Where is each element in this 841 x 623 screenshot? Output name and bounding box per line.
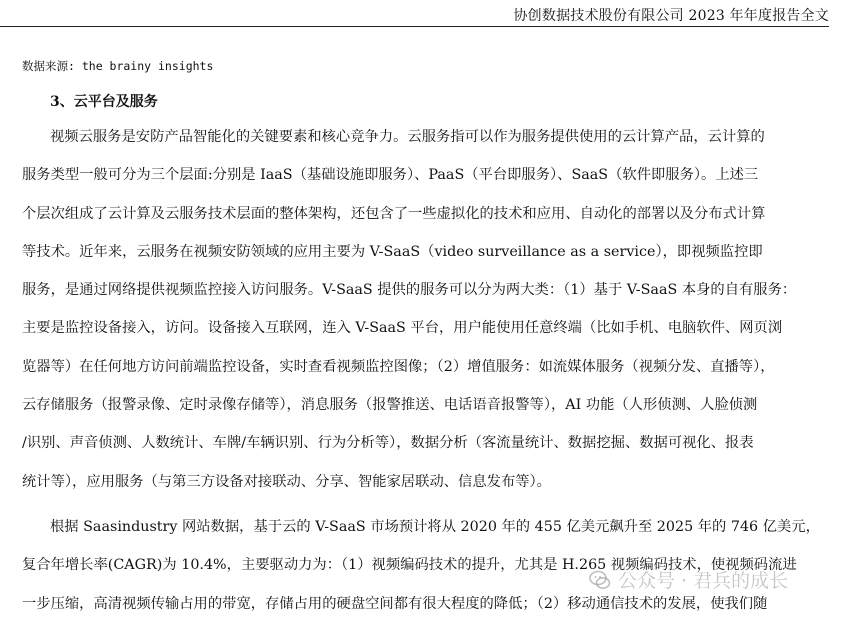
paragraph-line: 统计等），应用服务（与第三方设备对接联动、分享、智能家居联动、信息发布等）。 [22, 473, 551, 490]
data-source-note: 数据来源: the brainy insights [22, 59, 214, 73]
wechat-icon [588, 568, 612, 592]
paragraph-line: 览器等）在任何地方访问前端监控设备，实时查看视频监控图像；（2）增值服务：如流媒体服务（视频分发、直播等）， [22, 358, 775, 375]
paragraph-line: 主要是监控设备接入，访问。设备接入互联网，连入 V-SaaS 平台，用户能使用任意终端（比如手机、电脑软件、网页浏 [22, 320, 783, 337]
report-title: 协创数据技术股份有限公司 2023 年年度报告全文 [513, 8, 829, 24]
paragraph-line: 一步压缩，高清视频传输占用的带宽，存储占用的硬盘空间都有很大程度的降低；（2）移动通信技术的发展，使我们随 [22, 595, 768, 612]
paragraph-line: 服务，是通过网络提供视频监控接入访问服务。V-SaaS 提供的服务可以分为两大类：（1）基于 V-SaaS 本身的自有服务： [22, 282, 797, 299]
page-header [0, 0, 829, 27]
paragraph-line: 等技术。近年来，云服务在视频安防领域的应用主要为 V-SaaS（video surveillance as a service），即视频监控即 [22, 243, 763, 260]
paragraph-line: /识别、声音侦测、人数统计、车牌/车辆识别、行为分析等），数据分析（客流量统计、数据挖掘、数据可视化、报表 [22, 435, 754, 452]
paragraph-cloud-services [22, 118, 822, 501]
paragraph-line: 根据 Saasindustry 网站数据，基于云的 V-SaaS 市场预计将从 2020 年的 455 亿美元飙升至 2025 年的 746 亿美元， [50, 519, 820, 535]
section-heading: 3、云平台及服务 [50, 94, 158, 110]
paragraph-line: 服务类型一般可分为三个层面:分别是 IaaS（基础设施即服务）、PaaS（平台即服务）、SaaS（软件即服务）。上述三 [22, 167, 759, 184]
paragraph-line: 云存储服务（报警录像、定时录像存储等），消息服务（报警推送、电话语音报警等），AI 功能（人形侦测、人脸侦测 [22, 397, 758, 414]
paragraph-line: 个层次组成了云计算及云服务技术层面的整体架构，还包含了一些虚拟化的技术和应用、自动化的部署以及分布式计算 [22, 205, 766, 222]
paragraph-line: 复合年增长率(CAGR)为 10.4%，主要驱动力为：（1）视频编码技术的提升，尤其是 H.265 视频编码技术，使视频码流进 [22, 557, 797, 574]
wechat-watermark [588, 566, 788, 593]
paragraph-line: 视频云服务是安防产品智能化的关键要素和核心竞争力。云服务指可以作为服务提供使用的云计算产品，云计算的 [50, 129, 765, 145]
watermark-text: 公众号 · 君兵的成长 [618, 570, 789, 592]
